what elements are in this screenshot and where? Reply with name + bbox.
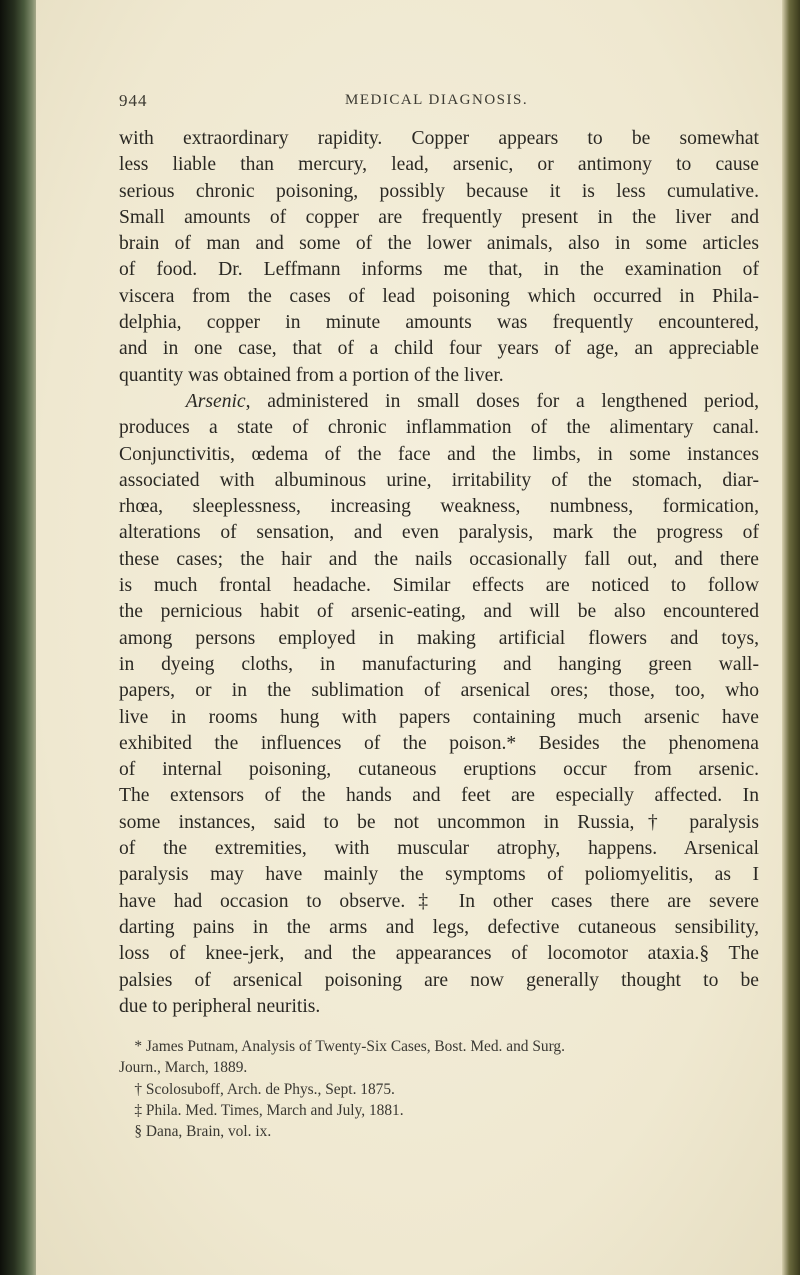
body-line: rhœa, sleeplessness, increasing weakness, numbness, formication,: [119, 496, 759, 518]
body-line: palsies of arsenical poisoning are now generally thought to be: [119, 969, 759, 991]
body-line: Small amounts of copper are frequently present in the liver and: [119, 206, 759, 228]
body-line: Arsenic, administered in small doses for a lengthened period,: [185, 390, 759, 412]
body-line: with extraordinary rapidity. Copper appears to be somewhat: [119, 128, 759, 149]
footnote-line: ‡ Phila. Med. Times, March and July, 1881.: [119, 1101, 404, 1119]
page-number: 944: [119, 91, 148, 110]
body-line: live in rooms hung with papers containing much arsenic have: [119, 706, 759, 728]
body-line: delphia, copper in minute amounts was frequently encountered,: [119, 312, 759, 334]
body-line: less liable than mercury, lead, arsenic, or antimony to cause: [119, 154, 759, 176]
running-title: MEDICAL DIAGNOSIS.: [345, 92, 529, 108]
body-line: associated with albuminous urine, irritability of the stomach, diar-: [119, 469, 759, 491]
running-head: [119, 91, 749, 113]
book-binding-shadow-left: [0, 0, 40, 1275]
body-line: of internal poisoning, cutaneous eruptions occur from arsenic.: [119, 759, 759, 781]
body-line: among persons employed in making artificial flowers and toys,: [119, 627, 759, 649]
body-line: the pernicious habit of arsenic-eating, and will be also encountered: [119, 601, 759, 623]
body-line: these cases; the hair and the nails occasionally fall out, and there: [119, 548, 759, 570]
body-line: of the extremities, with muscular atrophy, happens. Arsenical: [119, 838, 759, 860]
body-line: darting pains in the arms and legs, defective cutaneous sensibility,: [119, 916, 759, 938]
body-line: brain of man and some of the lower animals, also in some articles: [119, 233, 759, 255]
body-text: [119, 126, 759, 1020]
body-line: Conjunctivitis, œdema of the face and the limbs, in some instances: [119, 443, 759, 465]
body-line: loss of knee-jerk, and the appearances of locomotor ataxia.§ The: [119, 943, 759, 965]
body-line: of food. Dr. Leffmann informs me that, in the examination of: [119, 259, 759, 281]
footnote-line: * James Putnam, Analysis of Twenty-Six Cases, Bost. Med. and Surg.: [119, 1038, 565, 1055]
body-line: due to peripheral neuritis.: [119, 995, 321, 1017]
italic-term: Arsenic: [185, 390, 246, 412]
body-line: have had occasion to observe.‡ In other cases there are severe: [119, 890, 759, 912]
body-line: serious chronic poisoning, possibly because it is less cumulative.: [119, 180, 759, 202]
footnote-line: † Scolosuboff, Arch. de Phys., Sept. 1875.: [119, 1080, 395, 1098]
body-line: and in one case, that of a child four years of age, an appreciable: [119, 338, 759, 360]
footnote-line: Journ., March, 1889.: [119, 1059, 248, 1077]
body-line: exhibited the influences of the poison.* Besides the phenomena: [119, 732, 759, 754]
book-binding-edge-right: [782, 0, 800, 1275]
body-line: papers, or in the sublimation of arsenical ores; those, too, who: [119, 680, 759, 702]
body-line: in dyeing cloths, in manufacturing and hanging green wall-: [119, 653, 759, 675]
body-line: alterations of sensation, and even paralysis, mark the progress of: [119, 522, 759, 544]
body-line: some instances, said to be not uncommon in Russia,† paralysis: [119, 811, 759, 833]
footnotes: [119, 1036, 759, 1142]
body-line: is much frontal headache. Similar effects are noticed to follow: [119, 575, 759, 597]
body-line: The extensors of the hands and feet are especially affected. In: [119, 785, 759, 807]
body-line: quantity was obtained from a portion of the liver.: [119, 364, 504, 386]
footnote-line: § Dana, Brain, vol. ix.: [119, 1123, 272, 1141]
body-line: paralysis may have mainly the symptoms of poliomyelitis, as I: [119, 864, 759, 886]
body-line: produces a state of chronic inflammation of the alimentary canal.: [119, 417, 759, 439]
body-line: viscera from the cases of lead poisoning which occurred in Phila-: [119, 285, 759, 307]
